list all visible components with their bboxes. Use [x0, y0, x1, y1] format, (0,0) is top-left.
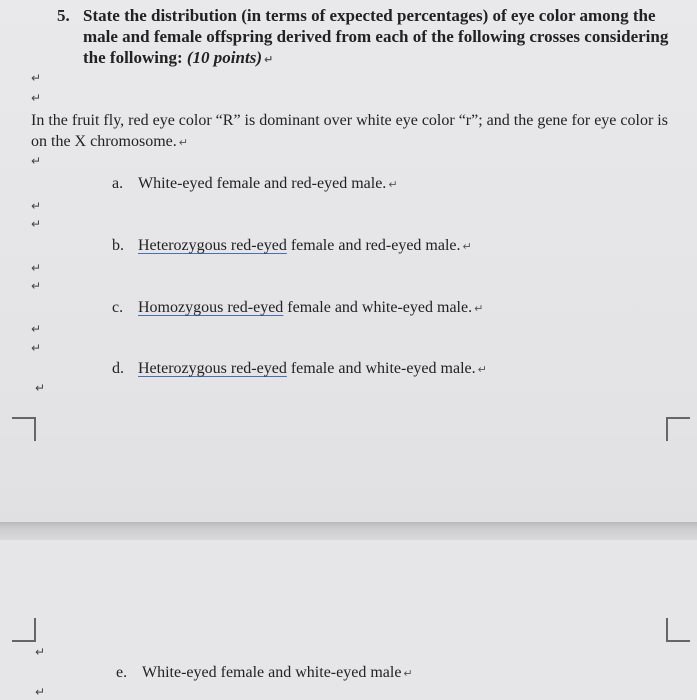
item-underlined-text: Heterozygous red-eyed: [138, 360, 287, 377]
paragraph-mark-icon: ↵: [35, 645, 46, 659]
question-points: (10 points): [186, 48, 262, 67]
crop-mark-bottom-right: [666, 618, 690, 642]
crop-mark-top-right: [666, 417, 690, 441]
item-text: White-eyed female and red-eyed male.: [138, 175, 387, 192]
item-text: female and white-eyed male.: [286, 360, 476, 377]
question-number: 5.: [57, 6, 70, 25]
item-label: d.: [112, 360, 124, 377]
list-item: [112, 298, 483, 319]
intro-paragraph: [31, 110, 671, 153]
paragraph-mark-icon: ↵: [263, 53, 274, 66]
paragraph-mark-icon: ↵: [31, 279, 42, 293]
list-item: [112, 236, 472, 257]
item-label: a.: [112, 175, 124, 192]
item-label: b.: [112, 237, 124, 254]
paragraph-mark-icon: ↵: [35, 381, 46, 395]
paragraph-mark-icon: ↵: [31, 199, 42, 213]
page-break-gap: [0, 522, 697, 540]
paragraph-mark-icon: ↵: [35, 685, 46, 699]
paragraph-mark-icon: ↵: [462, 240, 472, 253]
item-underlined-text: Homozygous red-eyed: [138, 299, 284, 316]
list-item: [112, 174, 398, 195]
paragraph-mark-icon: ↵: [388, 178, 398, 191]
list-item: [116, 663, 413, 684]
paragraph-mark-icon: ↵: [403, 667, 413, 680]
question-heading: [57, 5, 677, 70]
paragraph-mark-icon: ↵: [31, 154, 42, 168]
paragraph-mark-icon: ↵: [178, 136, 188, 149]
paragraph-mark-icon: ↵: [31, 71, 42, 85]
list-item: [112, 359, 487, 380]
paragraph-mark-icon: ↵: [31, 91, 42, 105]
item-text: White-eyed female and white-eyed male: [142, 664, 402, 681]
item-text: female and white-eyed male.: [283, 299, 473, 316]
question-text: State the distribution (in terms of expected percentages) of eye color among the male and female offspring derived from each of the following crosses considering the following:: [83, 6, 669, 67]
item-label: c.: [112, 299, 124, 316]
crop-mark-top-left: [12, 417, 36, 441]
paragraph-mark-icon: ↵: [477, 363, 487, 376]
item-underlined-text: Heterozygous red-eyed: [138, 237, 287, 254]
intro-text: In the fruit fly, red eye color “R” is dominant over white eye color “r”; and the gene for eye color is on the X chromosome.: [31, 112, 668, 150]
item-label: e.: [116, 664, 128, 681]
paragraph-mark-icon: ↵: [31, 217, 42, 231]
paragraph-mark-icon: ↵: [31, 322, 42, 336]
paragraph-mark-icon: ↵: [31, 261, 42, 275]
paragraph-mark-icon: ↵: [474, 302, 484, 315]
item-text: female and red-eyed male.: [286, 237, 461, 254]
paragraph-mark-icon: ↵: [31, 341, 42, 355]
crop-mark-bottom-left: [12, 618, 36, 642]
